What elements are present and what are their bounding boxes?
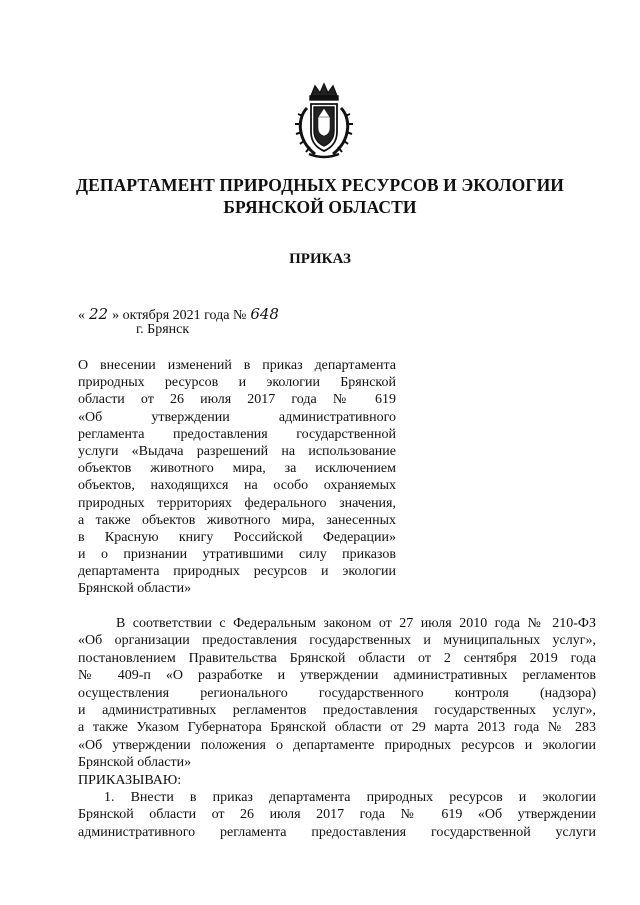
subject-line: природных территориях федерального значения, bbox=[78, 495, 396, 511]
body-line: № 409-п «О разработке и утверждении административных регламентов bbox=[78, 668, 596, 684]
subject-line: и о признании утратившими силу приказов bbox=[78, 547, 396, 563]
subject-line: услуги «Выдача разрешений на использование bbox=[78, 443, 396, 459]
subject-line: Брянской области» bbox=[78, 581, 192, 597]
body-line: «Об организации предоставления государственных и муниципальных услуг», bbox=[78, 633, 596, 649]
department-title-line1: ДЕПАРТАМЕНТ ПРИРОДНЫХ РЕСУРСОВ И ЭКОЛОГИИ bbox=[75, 175, 564, 195]
subject-line: в Красную книгу Российской Федерации» bbox=[78, 529, 396, 545]
body-line: 1. Внести в приказ департамента природных ресурсов и экологии bbox=[104, 789, 596, 805]
date-open-quote: « bbox=[78, 308, 85, 323]
subject-line: департамента природных ресурсов и экологии bbox=[78, 564, 396, 580]
body-line: «Об утверждении положения о департаменте природных ресурсов и экологии bbox=[78, 737, 596, 753]
subject-line: объектов животного мира, за исключением bbox=[78, 461, 396, 477]
handwritten-order-number: 648 bbox=[250, 305, 279, 323]
body-line: а также Указом Губернатора Брянской области от 29 марта 2013 года № 283 bbox=[78, 720, 596, 736]
body-line: постановлением Правительства Брянской области от 2 сентября 2019 года bbox=[78, 650, 596, 666]
body-line: Брянской области от 26 июля 2017 года № 619 «Об утверждении bbox=[78, 807, 596, 823]
subject-line: области от 26 июля 2017 года № 619 bbox=[78, 392, 396, 408]
subject-line: а также объектов животного мира, занесенных bbox=[78, 512, 396, 528]
subject-line: регламента предоставления государственной bbox=[78, 426, 396, 442]
body-line: и административных регламентов предоставления государственных услуг», bbox=[78, 702, 596, 718]
body-line-decree: ПРИКАЗЫВАЮ: bbox=[78, 772, 182, 788]
order-label: ПРИКАЗ bbox=[289, 251, 351, 267]
order-body bbox=[78, 615, 596, 841]
subject-line: объектов, находящихся на особо охраняемых bbox=[78, 478, 396, 494]
coat-of-arms-emblem bbox=[293, 82, 355, 162]
body-line: В соответствии с Федеральным законом от 27 июля 2010 года № 210-ФЗ bbox=[116, 616, 596, 631]
body-line: осуществления регионального государственного контроля (надзора) bbox=[78, 685, 596, 701]
subject-line: природных ресурсов и экологии Брянской bbox=[78, 375, 396, 391]
date-month-year: » октября 2021 года № bbox=[112, 308, 247, 323]
body-line: Брянской области» bbox=[78, 755, 192, 771]
order-subject bbox=[78, 357, 396, 598]
handwritten-day: 22 bbox=[89, 305, 109, 323]
subject-line: «Об утверждении административного bbox=[78, 409, 396, 425]
body-line: административного регламента предоставления государственной услуги bbox=[78, 824, 596, 840]
subject-line: О внесении изменений в приказ департамента bbox=[78, 358, 396, 373]
city-name: г. Брянск bbox=[136, 322, 190, 337]
department-title-line2: БРЯНСКОЙ ОБЛАСТИ bbox=[223, 197, 417, 217]
